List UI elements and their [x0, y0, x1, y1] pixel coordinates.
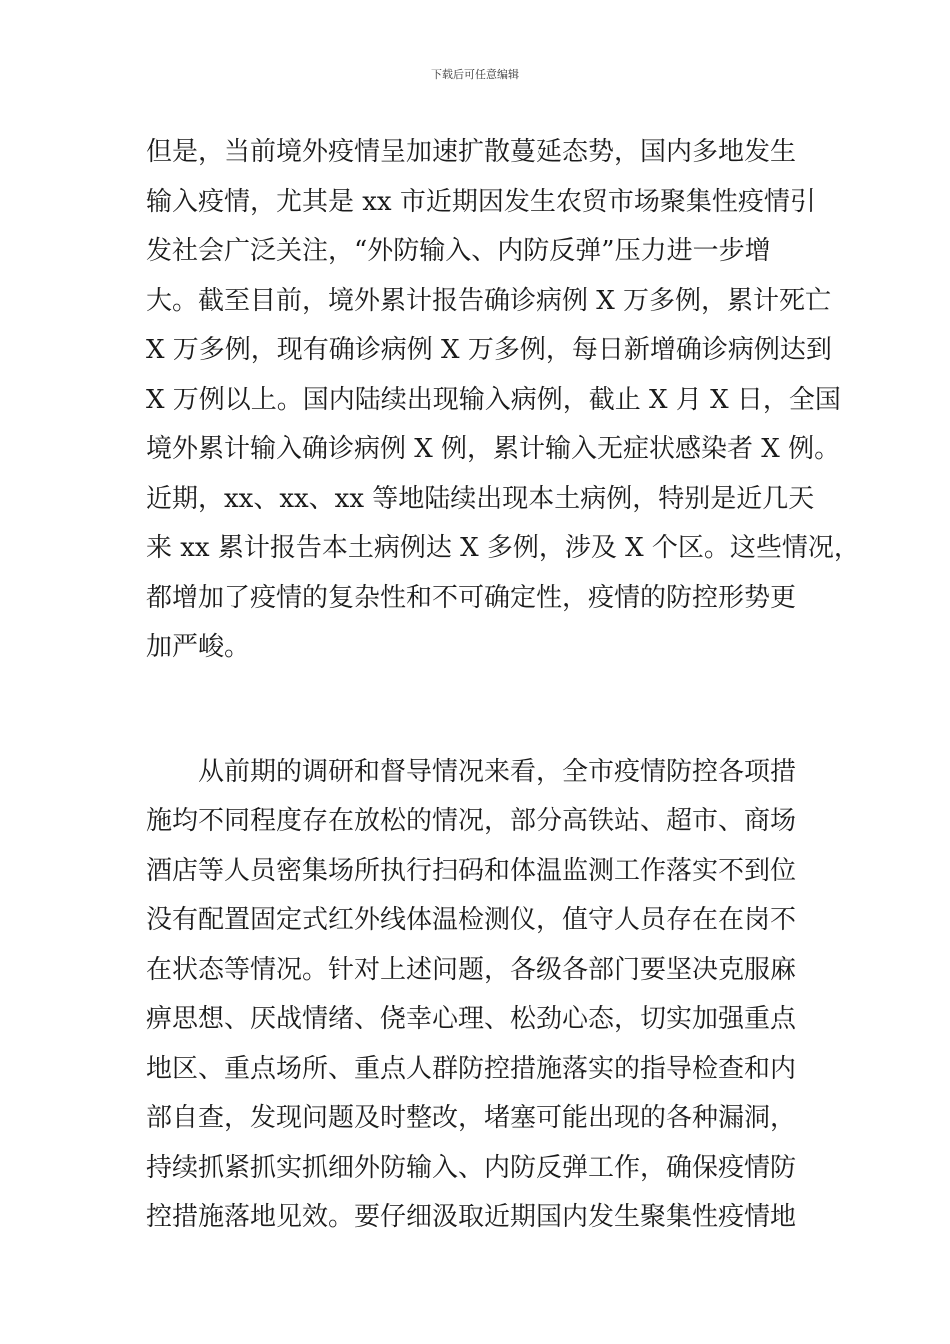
- text-line: 输入疫情，尤其是 xx 市近期因发生农贸市场聚集性疫情引: [146, 186, 816, 217]
- text-line: 酒店等人员密集场所执行扫码和体温监测工作落实不到位: [146, 855, 797, 886]
- text-line: 加严峻。: [146, 632, 251, 662]
- document-body: [146, 128, 860, 1243]
- text-line: 近期，xx、xx、xx 等地陆续出现本土病例，特别是近几天: [146, 483, 815, 514]
- text-line: 地区、重点场所、重点人群防控措施落实的指导检查和内: [146, 1053, 797, 1084]
- text-line: 都增加了疫情的复杂性和不可确定性，疫情的防控形势更: [146, 582, 797, 613]
- text-line: X 万多例，现有确诊病例 X 万多例，每日新增确诊病例达到: [146, 335, 832, 365]
- text-line: 没有配置固定式红外线体温检测仪，值守人员存在在岗不: [146, 905, 797, 935]
- paragraph-2: [146, 748, 810, 1243]
- paragraph-1: [146, 128, 860, 673]
- text-line: 在状态等情况。针对上述问题，各级各部门要坚决克服麻: [146, 954, 797, 985]
- text-line: 施均不同程度存在放松的情况，部分高铁站、超市、商场: [146, 806, 797, 836]
- text-line: 来 xx 累计报告本土病例达 X 多例，涉及 X 个区。这些情况，: [146, 533, 860, 563]
- text-line: X 万例以上。国内陆续出现输入病例，截止 X 月 X 日，全国: [146, 384, 841, 415]
- text-line: 痹思想、厌战情绪、侥幸心理、松劲心态，切实加强重点: [146, 1004, 797, 1034]
- paragraph-spacer: [146, 673, 810, 748]
- text-line: 部自查，发现问题及时整改，堵塞可能出现的各种漏洞，: [146, 1103, 797, 1133]
- text-line: 发社会广泛关注，“外防输入、内防反弹”压力进一步增: [146, 236, 771, 266]
- text-line: 但是，当前境外疫情呈加速扩散蔓延态势，国内多地发生: [146, 137, 797, 167]
- page-header: 下载后可任意编辑: [431, 68, 519, 81]
- text-line: 控措施落地见效。要仔细汲取近期国内发生聚集性疫情地: [146, 1202, 797, 1232]
- text-line: 从前期的调研和督导情况来看，全市疫情防控各项措: [198, 756, 797, 787]
- text-line: 境外累计输入确诊病例 X 例，累计输入无症状感染者 X 例。: [146, 434, 841, 464]
- text-line: 持续抓紧抓实抓细外防输入、内防反弹工作，确保疫情防: [146, 1152, 797, 1183]
- text-line: 大。截至目前，境外累计报告确诊病例 X 万多例，累计死亡: [146, 285, 832, 316]
